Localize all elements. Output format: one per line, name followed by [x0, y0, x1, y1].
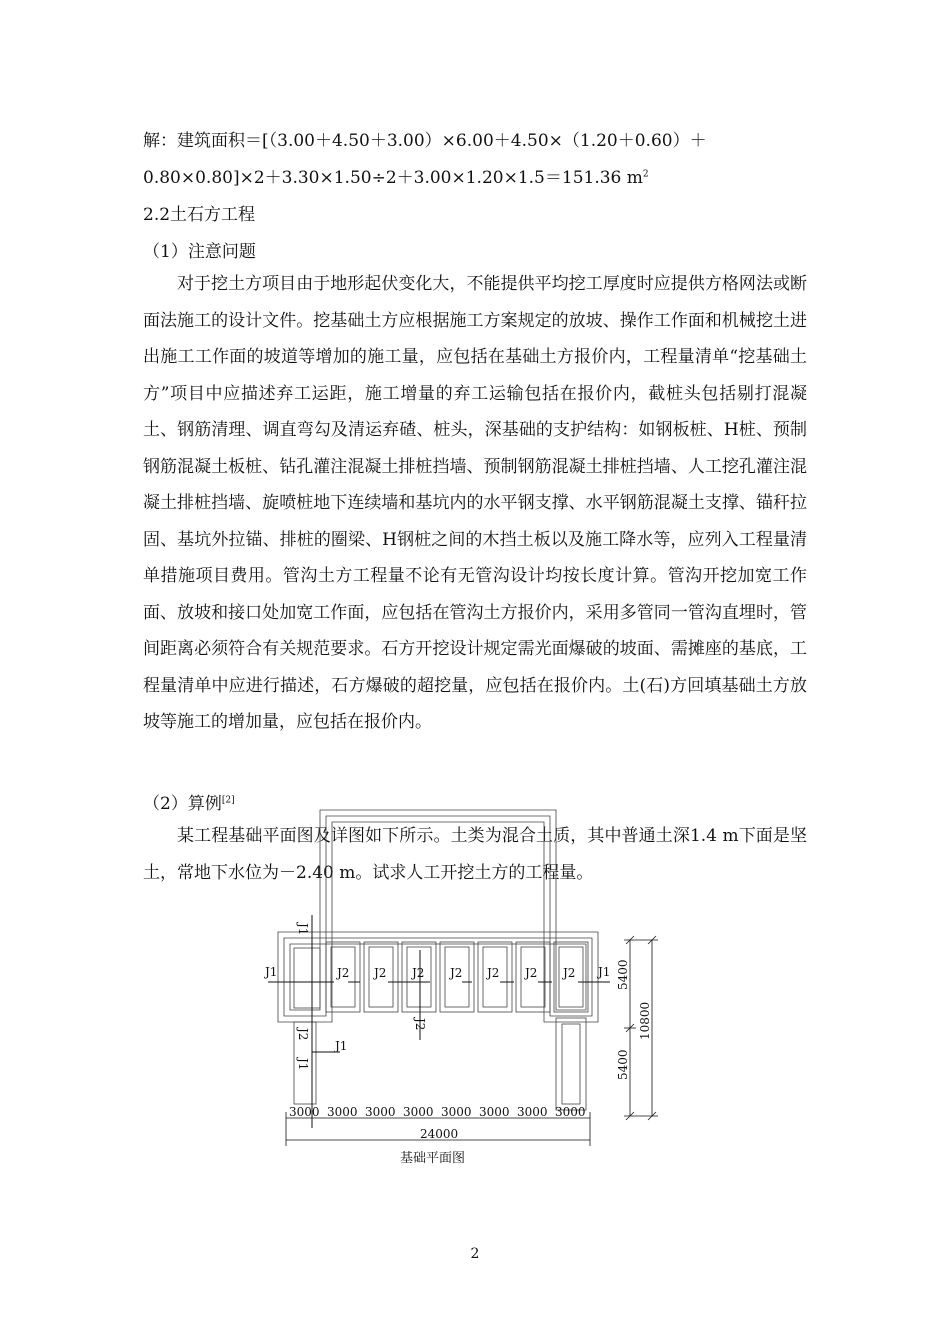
- subsection-title-2: [143, 789, 235, 814]
- paragraph-example-text: 某工程基础平面图及详图如下所示。土类为混合土质，其中普通土深1.4 m下面是坚土，常地下水位为－2.40 m。试求人工开挖土方的工程量。: [143, 826, 807, 883]
- dim-bottom-3: 3000: [365, 1105, 396, 1119]
- subsection-title-1: （1）注意问题: [143, 242, 256, 262]
- solution-line-2-text: 0.80×0.80]×2＋3.30×1.50÷2＋3.00×1.20×1.5＝151.36 m: [143, 168, 643, 188]
- area-unit-exponent: 2: [642, 169, 649, 180]
- figure-caption: 基础平面图: [400, 1151, 466, 1166]
- dim-bottom-1: 3000: [289, 1105, 320, 1119]
- label-j2: J2: [450, 966, 463, 980]
- solution-line-1: 解：建筑面积＝[（3.00＋4.50＋3.00）×6.00＋4.50×（1.20＋0.60）＋: [143, 131, 707, 151]
- label-j2: J2: [525, 966, 538, 980]
- label-j2: J2: [374, 966, 387, 980]
- label-j1-left: J1: [265, 965, 278, 979]
- dim-bottom-2: 3000: [327, 1105, 358, 1119]
- dim-right-lower: 5400: [616, 1049, 630, 1080]
- label-j2: J2: [487, 966, 500, 980]
- paragraph-notes-text: 对于挖土方项目由于地形起伏变化大，不能提供平均挖工厚度时应提供方格网法或断面法施工的设计文件。挖基础土方应根据施工方案规定的放坡、操作工作面和机械挖土进出施工工作面的坡道等增加的施工量，应包括在基础土方报价内，工程量清单“挖基础土方”项目中应描述弃工运距，施工增量的弃工运输包括在报价内，截桩头包括剔打混凝土、钢筋清理、调直弯勾及清运弃碴、桩头，深基础的支护结构：如钢板桩、H桩、预制钢筋混凝土板桩、钻孔灌注混凝土排桩挡墙、预制钢筋混凝土排桩挡墙、人工挖孔灌注混凝土排桩挡墙、旋喷桩地下连续墙和基坑内的水平钢支撑、水平钢筋混凝土支撑、锚秆拉固、基坑外拉锚、排桩的圈梁、H钢桩之间的木挡土板以及施工降水等，应列入工程量清单措施项目费用。管沟土方工程量不论有无管沟设计均按长度计算。管沟开挖加宽工作面、放坡和接口处加宽工作面，应包括在管沟土方报价内，采用多管同一管沟直埋时，管间距离必须符合有关规范要求。石方开挖设计规定需光面爆破的坡面、需摊座的基底，工程量清单中应进行描述，石方爆破的超挖量，应包括在报价内。土(石)方回填基础土方放坡等施工的增加量，应包括在报价内。: [143, 274, 807, 732]
- paragraph-notes: [143, 266, 807, 741]
- dim-bottom-7: 3000: [517, 1105, 548, 1119]
- dim-right-upper: 5400: [616, 959, 630, 990]
- section-title: 2.2土石方工程: [143, 205, 256, 225]
- paragraph-example: [143, 818, 807, 891]
- dim-bottom-4: 3000: [403, 1105, 434, 1119]
- label-j1-leg: J1: [335, 1039, 348, 1053]
- dim-right-total: 10800: [638, 1001, 652, 1040]
- reference-mark: [2]: [221, 795, 235, 806]
- label-j1-vertical-top: J1: [296, 923, 310, 936]
- label-j2-vertical-left: J2: [296, 1028, 310, 1041]
- label-j2: J2: [337, 966, 350, 980]
- label-j2-vertical-mid: J2: [413, 1018, 427, 1031]
- label-j1-right: J1: [598, 965, 611, 979]
- label-j1-vertical-bottom: J1: [296, 1058, 310, 1071]
- solution-line-2: [143, 163, 649, 188]
- subsection-title-2-text: （2）算例: [143, 794, 222, 814]
- dim-bottom-8: 3000: [555, 1105, 586, 1119]
- dim-bottom-total: 24000: [420, 1127, 459, 1141]
- page-number: 2: [470, 1246, 480, 1262]
- dim-bottom-6: 3000: [479, 1105, 510, 1119]
- dim-bottom-5: 3000: [441, 1105, 472, 1119]
- label-j2: J2: [412, 966, 425, 980]
- label-j2: J2: [563, 966, 576, 980]
